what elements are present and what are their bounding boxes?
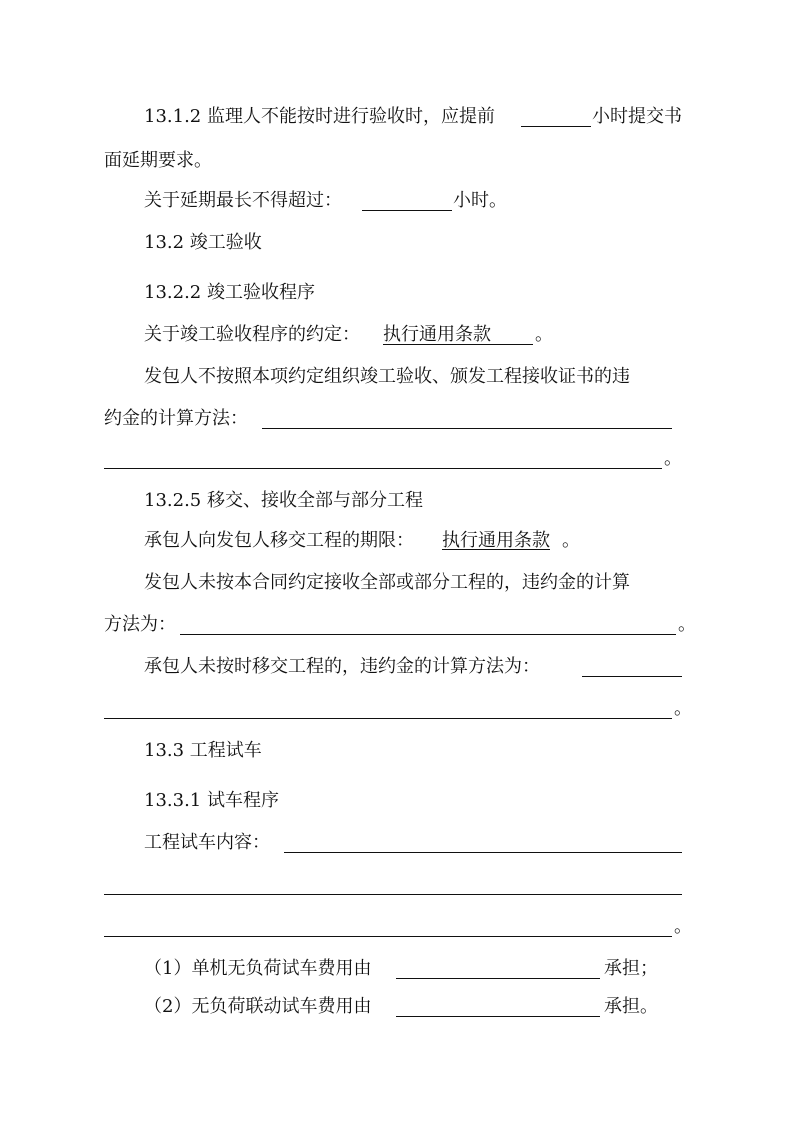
acceptance-procedure-text: 关于竣工验收程序的约定： [144,324,360,345]
linked-test-cost-text: （2）无负荷联动试车费用由 [144,996,372,1017]
acceptance-procedure-line [0,322,794,348]
clause-13-1-2-continuation [0,148,794,174]
clause-13-2-2-heading [0,280,794,306]
delay-notice-hours-blank[interactable] [521,104,591,127]
penalty-clause-line-2 [0,406,794,432]
penalty-clause-line-1 [0,364,794,390]
contractor-penalty-line-1 [0,654,794,680]
contractor-penalty-line-2 [0,696,794,722]
test-content-line-3 [0,914,794,940]
max-delay-text: 关于延期最长不得超过： [144,190,342,211]
contractor-penalty-blank-2[interactable] [104,696,672,719]
max-delay-hours-blank[interactable] [362,188,452,211]
penalty-clause-line-3 [0,446,794,472]
clause-13-1-2-tail: 小时提交书 [592,106,682,127]
employer-penalty-tail: 。 [678,614,696,635]
acceptance-procedure-tail: 。 [535,324,553,345]
contractor-penalty-blank-1[interactable] [582,654,682,677]
single-unit-test-cost-line [0,956,794,982]
employer-penalty-text-1: 发包人未按本合同约定接收全部或部分工程的，违约金的计算 [144,572,630,593]
handover-period-line [0,528,794,554]
clause-13-1-2-continuation-text: 面延期要求。 [104,150,212,171]
linked-test-cost-line [0,994,794,1020]
max-delay-tail: 小时。 [453,190,507,211]
penalty-method-blank-2[interactable] [104,446,662,469]
section-13-3-heading [0,738,794,764]
employer-penalty-line-1 [0,570,794,596]
employer-penalty-blank[interactable] [180,612,676,635]
section-13-2-heading [0,230,794,256]
max-delay-line [0,188,794,214]
employer-penalty-text-2: 方法为： [104,614,176,635]
penalty-method-blank-1[interactable] [262,406,672,429]
handover-period-tail: 。 [562,530,580,551]
clause-13-3-1-heading [0,788,794,814]
handover-period-filled-value: 执行通用条款 [442,530,550,551]
employer-penalty-line-2 [0,612,794,638]
section-13-2-heading-text: 13.2 竣工验收 [144,232,262,253]
handover-period-text: 承包人向发包人移交工程的期限： [144,530,414,551]
penalty-clause-text-1: 发包人不按照本项约定组织竣工验收、颁发工程接收证书的违 [144,366,630,387]
contractor-penalty-text-1: 承包人未按时移交工程的，违约金的计算方法为： [144,656,540,677]
test-content-text: 工程试车内容： [144,832,270,853]
test-content-blank-3[interactable] [104,914,672,937]
penalty-clause-text-2: 约金的计算方法： [104,408,248,429]
test-content-line-2 [0,872,794,898]
contractor-penalty-tail: 。 [674,698,692,719]
test-content-line-1 [0,830,794,856]
penalty-clause-tail: 。 [664,448,682,469]
clause-13-2-5-heading [0,488,794,514]
single-unit-test-cost-text: （1）单机无负荷试车费用由 [144,958,372,979]
single-unit-test-cost-blank[interactable] [396,956,600,979]
linked-test-cost-tail: 承担。 [604,996,658,1017]
test-content-tail: 。 [674,916,692,937]
test-content-blank-1[interactable] [284,830,682,853]
linked-test-cost-blank[interactable] [396,994,600,1017]
single-unit-test-cost-tail: 承担； [604,958,658,979]
section-13-3-heading-text: 13.3 工程试车 [144,740,262,761]
acceptance-procedure-filled-value: 执行通用条款 [383,324,491,345]
clause-13-1-2-text: 13.1.2 监理人不能按时进行验收时，应提前 [144,106,495,127]
clause-13-2-5-heading-text: 13.2.5 移交、接收全部与部分工程 [144,490,423,511]
clause-13-2-2-heading-text: 13.2.2 竣工验收程序 [144,282,315,303]
test-content-blank-2[interactable] [104,872,682,895]
clause-13-3-1-heading-text: 13.3.1 试车程序 [144,790,279,811]
clause-13-1-2-line [0,104,794,130]
